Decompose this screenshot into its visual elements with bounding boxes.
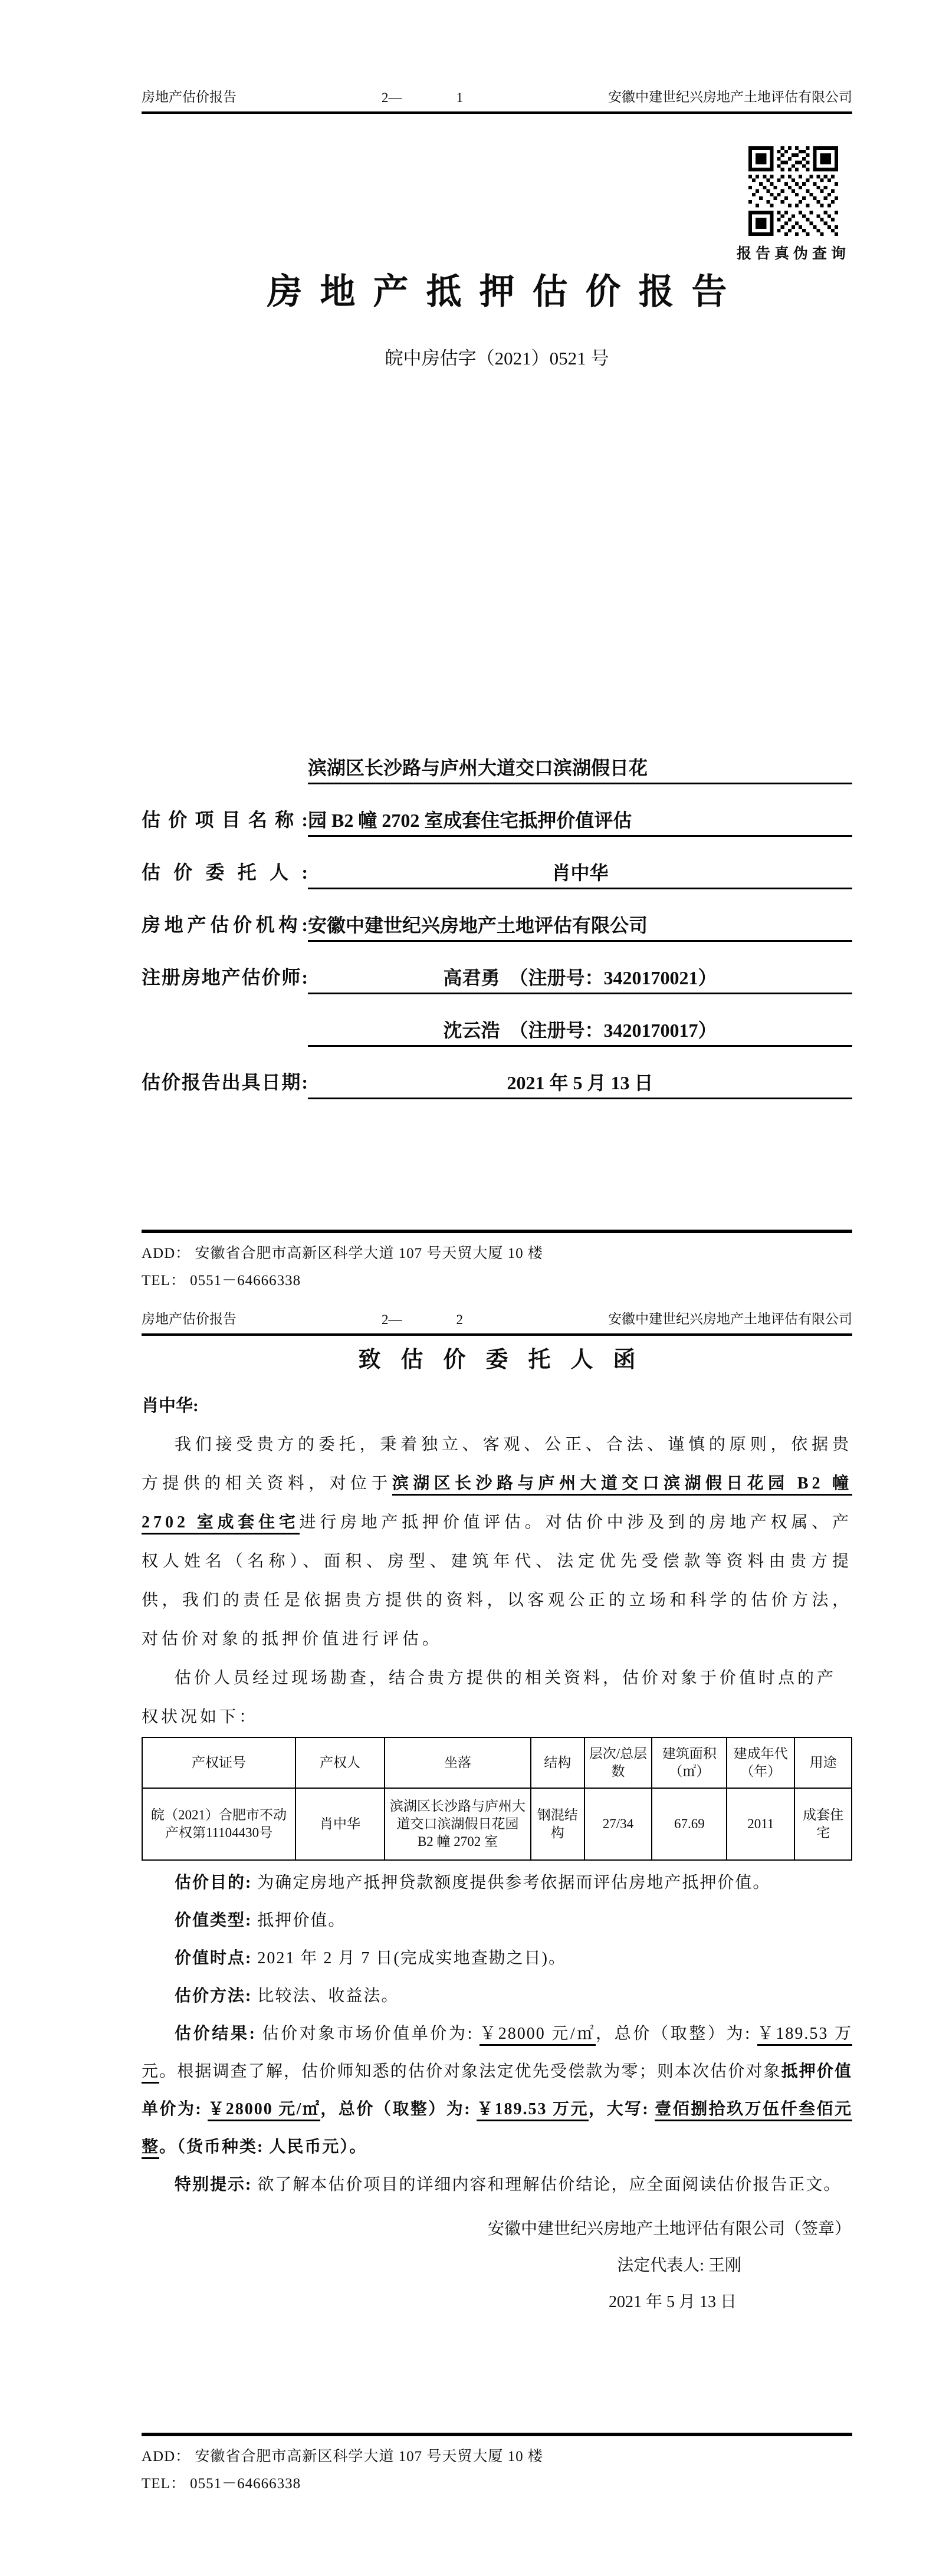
section-value-date [142, 1940, 852, 1977]
field-row-appraiser-2 [142, 994, 852, 1047]
text-segment: ￥28000 元/㎡ [480, 2025, 596, 2046]
text-segment: ，大写: [588, 2100, 655, 2118]
notice-paragraph [142, 2166, 852, 2204]
field-row-project-name [142, 732, 852, 837]
table-cell: 肖中华 [295, 1788, 385, 1860]
section-label: 估价目的: [175, 1874, 252, 1892]
text-segment: ，总价（取整）为: [320, 2100, 477, 2118]
footer-address: ADD： 安徽省合肥市高新区科学大道 107 号天贸大厦 10 楼 [142, 1246, 543, 1261]
page-number-value: 1 [456, 90, 463, 105]
table-cell: 27/34 [584, 1788, 652, 1860]
header-doc-type: 房地产估价报告 [142, 1312, 237, 1326]
table-cell: 成套住宅 [794, 1788, 852, 1860]
table-header-cell: 建筑面积（㎡） [652, 1737, 727, 1788]
footer-phone: TEL： 0551－64666338 [142, 1273, 301, 1289]
field-label: 估价报告出具日期: [142, 1072, 308, 1093]
table-header-cell: 产权人 [295, 1737, 385, 1788]
field-row-appraiser-1 [142, 942, 852, 994]
section-method [142, 1977, 852, 2015]
signature-legal-rep: 法定代表人: 王刚 [617, 2256, 741, 2275]
text-segment: 。根据调查了解，估价师知悉的估价对象法定优先受偿款为零；则本次估价对象 [159, 2062, 781, 2081]
table-header-cell: 坐落 [385, 1737, 531, 1788]
text-segment: 进行房地产抵押价值评估。对估价中涉及到的房地产权属、产权人姓名（名称）、面积、房型、建筑年代、法定优先受偿款等资料由贵方提供，我们的责任是依据贵方提供的资料，以客观公正的立场和科学的估价方法，对估价对象的抵押价值进行评估。 [142, 1513, 852, 1648]
qr-caption: 报告真伪查询 [736, 246, 850, 262]
field-value: 滨湖区长沙路与庐州大道交口滨湖假日花 [308, 732, 852, 784]
page-footer [142, 2433, 852, 2498]
section-label: 价值时点: [175, 1949, 252, 1967]
table-cell: 67.69 [652, 1788, 727, 1860]
report-number: 皖中房估字（2021）0521 号 [385, 348, 609, 369]
result-paragraph [142, 2015, 852, 2166]
section-text: 抵押价值。 [252, 1911, 346, 1930]
header-company-name: 安徽中建世纪兴房地产土地评估有限公司 [608, 1312, 852, 1326]
signature-company: 安徽中建世纪兴房地产土地评估有限公司（签章） [487, 2220, 851, 2238]
section-label: 价值类型: [175, 1911, 252, 1930]
table-header-cell: 产权证号 [142, 1737, 295, 1788]
section-text: 为确定房地产抵押贷款额度提供参考依据而评估房地产抵押价值。 [252, 1874, 771, 1892]
page-header [142, 1292, 852, 1336]
report-title: 房地产抵押估价报告 [267, 272, 745, 311]
page-number [382, 1312, 463, 1328]
table-cell: 2011 [727, 1788, 794, 1860]
signature-block [142, 2211, 852, 2321]
cover-fields [142, 732, 852, 1099]
signature-date: 2021 年 5 月 13 日 [608, 2293, 737, 2311]
text-segment: ￥189.53 万元 [477, 2100, 589, 2121]
letter-title: 致估价委托人函 [358, 1348, 656, 1372]
letter-paragraph-1 [142, 1425, 852, 1659]
table-header-cell: 层次/总层数 [584, 1737, 652, 1788]
field-label: 估价项目名称: [142, 809, 308, 830]
field-row-agency [142, 889, 852, 942]
text-segment: 。（货币种类: 人民币元）。 [159, 2138, 367, 2156]
field-label: 注册房地产估价师: [142, 967, 308, 988]
table-cell: 滨湖区长沙路与庐州大道交口滨湖假日花园 B2 幢 2702 室 [385, 1788, 531, 1860]
field-value: 沈云浩 （注册号：3420170017） [308, 994, 852, 1047]
page-number-prefix: 2— [382, 90, 402, 105]
table-cell: 皖（2021）合肥市不动产权第11104430号 [142, 1788, 295, 1860]
report-verification-block [734, 146, 852, 263]
field-value: 2021 年 5 月 13 日 [308, 1047, 852, 1099]
text-segment: 估价对象市场价值单价为: [255, 2025, 480, 2043]
section-purpose [142, 1864, 852, 1902]
qr-code-icon [748, 146, 838, 236]
table-header-cell: 用途 [794, 1737, 852, 1788]
letter-paragraph-2: 估价人员经过现场勘查，结合贵方提供的相关资料，估价对象于价值时点的产权状况如下： [142, 1669, 837, 1726]
table-header-cell: 建成年代（年） [727, 1737, 794, 1788]
field-label [142, 1042, 308, 1047]
summary-sections [142, 1864, 852, 2015]
field-row-client [142, 837, 852, 889]
text-segment: ￥28000 元/㎡ [208, 2100, 320, 2121]
page-header [142, 0, 852, 114]
text-segment: 滨湖区长沙路与庐州大道交口滨湖假日花园 B2 幢 2702 室成套住宅 [142, 1474, 852, 1535]
footer-phone: TEL： 0551－64666338 [142, 2476, 301, 2492]
field-label: 房地产估价机构: [142, 914, 308, 935]
field-value-line2: 园 B2 幢 2702 室成套住宅抵押价值评估 [308, 784, 852, 837]
page-number-prefix: 2— [382, 1312, 402, 1327]
section-text: 比较法、收益法。 [252, 1987, 399, 2005]
field-label: 估价委托人: [142, 862, 308, 883]
salutation: 肖中华: [142, 1397, 199, 1415]
header-company-name: 安徽中建世纪兴房地产土地评估有限公司 [608, 90, 852, 104]
header-doc-type: 房地产估价报告 [142, 90, 237, 104]
text-segment: 估价结果: [175, 2025, 256, 2043]
section-label: 估价方法: [175, 1987, 252, 2005]
page-number [382, 90, 463, 106]
text-segment: 我们接受贵方的委托，秉着独立、客观、公正、合法、谨慎的原则，依据贵方提供的相关资料，对位于 [142, 1435, 852, 1493]
text-segment: 壹佰捌拾玖万伍仟叁佰元整 [142, 2100, 852, 2159]
text-segment: 欲了解本估价项目的详细内容和理解估价结论，应全面阅读估价报告正文。 [252, 2176, 842, 2194]
table-header-cell: 结构 [531, 1737, 584, 1788]
text-segment: 特别提示: [175, 2176, 252, 2194]
letter-page [0, 1292, 936, 2576]
section-text: 2021 年 2 月 7 日(完成实地查勘之日)。 [252, 1949, 566, 1967]
text-segment: 抵押价值单价为: [142, 2062, 852, 2118]
field-value: 安徽中建世纪兴房地产土地评估有限公司 [308, 889, 852, 942]
property-table [142, 1737, 852, 1861]
field-row-issue-date [142, 1047, 852, 1099]
footer-address: ADD： 安徽省合肥市高新区科学大道 107 号天贸大厦 10 楼 [142, 2449, 543, 2465]
section-value-type [142, 1902, 852, 1940]
page-footer [142, 1230, 852, 1292]
table-row [142, 1788, 852, 1860]
text-segment: ￥189.53 万元 [142, 2025, 852, 2084]
table-cell: 钢混结构 [531, 1788, 584, 1860]
field-value: 高君勇 （注册号：3420170021） [308, 942, 852, 994]
page-number-value: 2 [456, 1312, 463, 1327]
text-segment: ，总价（取整）为: [596, 2025, 757, 2043]
field-value: 肖中华 [308, 837, 852, 889]
